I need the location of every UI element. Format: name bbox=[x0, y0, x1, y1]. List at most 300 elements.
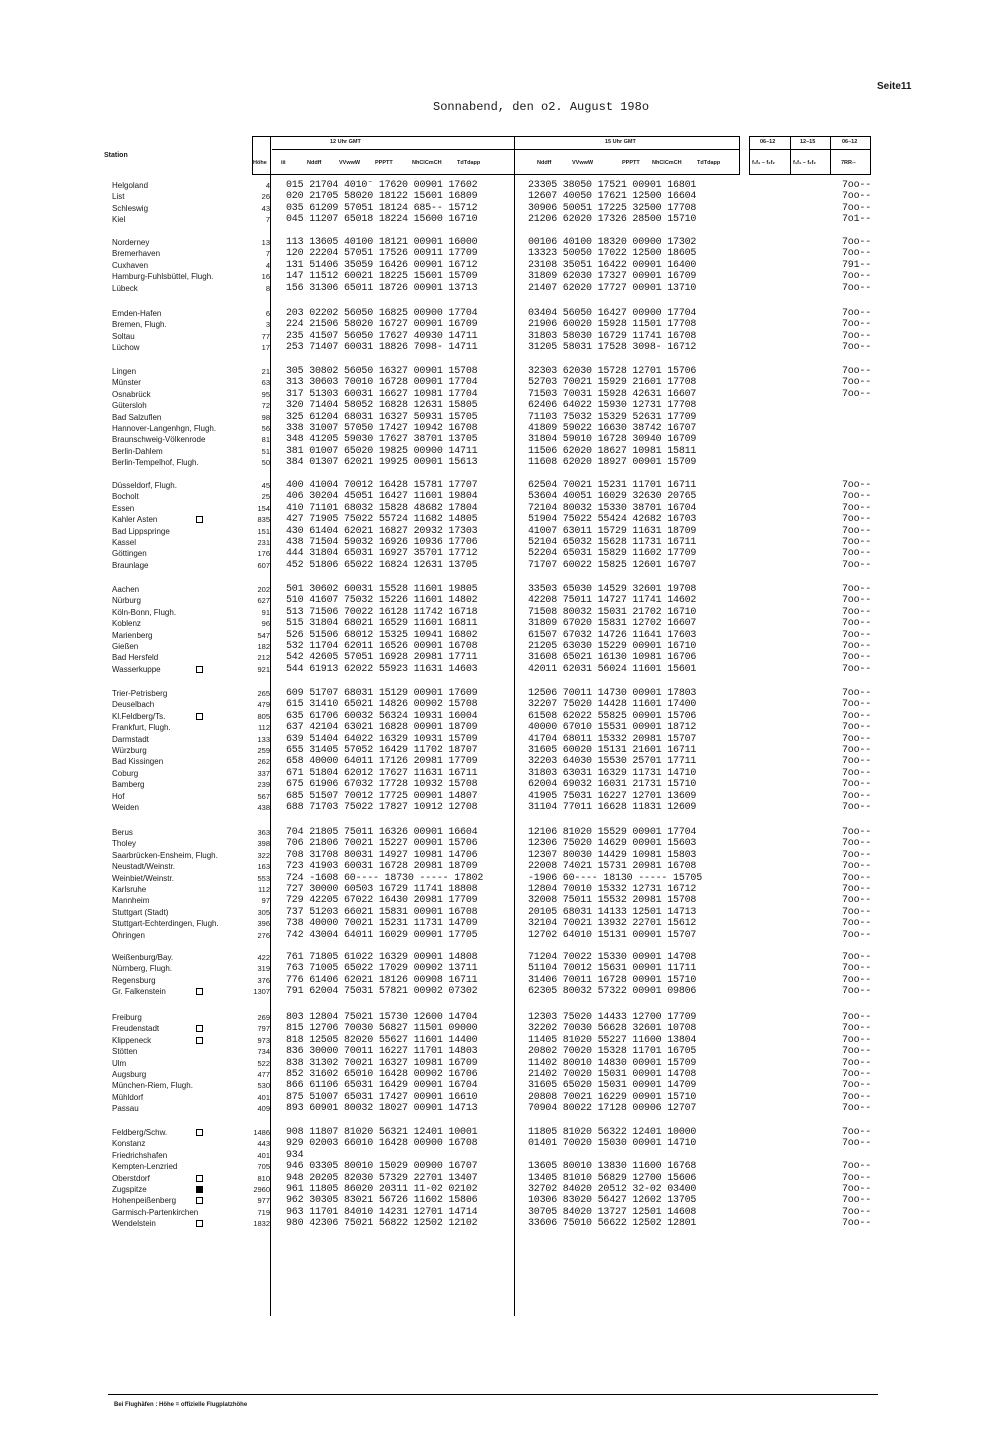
station-name: Bremerhaven bbox=[112, 249, 161, 259]
obs-12utc: 320 71404 58052 16828 12631 15805 bbox=[286, 400, 478, 412]
obs-15utc: 31803 58030 16729 11741 16708 bbox=[528, 330, 697, 342]
rain-code: 7oo-- bbox=[842, 1091, 872, 1103]
station-height: 202 bbox=[257, 585, 270, 594]
station-name: Deuselbach bbox=[112, 700, 155, 710]
station-height: 21 bbox=[261, 367, 270, 376]
obs-12utc: 120 22204 57051 17526 00911 17709 bbox=[286, 248, 478, 260]
obs-15utc: 03404 56050 16427 00900 17704 bbox=[528, 308, 697, 319]
rain-code: 7oo-- bbox=[842, 688, 872, 699]
range-divider bbox=[830, 136, 831, 175]
rain-code: 7oo-- bbox=[842, 1127, 872, 1138]
station-height: 477 bbox=[257, 1070, 270, 1079]
station-name: Konstanz bbox=[112, 1139, 146, 1149]
station-height: 176 bbox=[257, 549, 270, 559]
obs-12utc: 875 51007 65031 17427 00901 16610 bbox=[286, 1091, 478, 1103]
rain-code: 7oo-- bbox=[842, 330, 872, 342]
mountain-station-marker bbox=[196, 666, 203, 673]
obs-12utc: 501 30602 60031 15528 11601 19805 bbox=[286, 584, 478, 595]
station-height: 25 bbox=[261, 492, 270, 502]
obs-12utc: 635 61706 60032 56324 10931 16004 bbox=[286, 710, 478, 722]
obs-15utc: 12306 75020 14629 00901 15603 bbox=[528, 838, 697, 850]
obs-12utc: 838 31302 70021 16327 10981 16709 bbox=[286, 1057, 478, 1069]
rain-code: 7oo-- bbox=[842, 559, 872, 571]
rain-code: 7oo-- bbox=[842, 1023, 872, 1035]
obs-15utc: 32207 75020 14428 11601 17400 bbox=[528, 699, 697, 711]
gmt15-header: 15 Uhr GMT bbox=[605, 139, 636, 145]
station-name: Bad Salzuflen bbox=[112, 412, 162, 422]
station-name: Kiel bbox=[112, 215, 126, 225]
station-height: 363 bbox=[257, 828, 270, 837]
obs-12utc: 803 12804 75021 15730 12600 14704 bbox=[286, 1012, 478, 1023]
obs-12utc: 866 61106 65031 16429 00901 16704 bbox=[286, 1080, 478, 1092]
obs-15utc: 30906 50051 17225 32500 17708 bbox=[528, 202, 697, 214]
station-name: Bad Hersfeld bbox=[112, 653, 159, 663]
obs-12utc: 444 31804 65031 16927 35701 17712 bbox=[286, 548, 478, 560]
station-height: 259 bbox=[257, 746, 270, 755]
station-name: Lingen bbox=[112, 367, 137, 376]
obs-15utc: 31803 63031 16329 11731 14710 bbox=[528, 767, 697, 779]
obs-12utc: 338 31007 57050 17427 10942 16708 bbox=[286, 423, 478, 434]
obs-12utc: 325 61204 68031 16327 50931 15705 bbox=[286, 411, 478, 423]
mountain-station-marker bbox=[196, 516, 203, 523]
obs-12utc: 400 41004 70012 16428 15781 17707 bbox=[286, 480, 478, 491]
obs-12utc: 729 42205 67022 16430 20981 17709 bbox=[286, 895, 478, 907]
station-name: Schleswig bbox=[112, 203, 149, 213]
rain-code: 7oo-- bbox=[842, 584, 872, 595]
obs-15utc: 23108 35051 16422 00901 16400 bbox=[528, 259, 697, 271]
station-height: 810 bbox=[257, 1173, 270, 1183]
station-name: Emden-Hafen bbox=[112, 309, 162, 318]
range-sub-2: f₁f₁ – f₂f₂ bbox=[793, 160, 816, 166]
rain-code: 7oo-- bbox=[842, 514, 872, 526]
obs-15utc: 31809 62030 17327 00901 16709 bbox=[528, 271, 697, 283]
station-height: 72 bbox=[261, 401, 270, 411]
ppptt-header-12: PPPTT bbox=[375, 160, 393, 166]
station-name: Mannheim bbox=[112, 896, 150, 906]
station-name: Bad Kissingen bbox=[112, 757, 164, 767]
station-height: 734 bbox=[257, 1047, 270, 1057]
rain-code: 7oo-- bbox=[842, 237, 872, 248]
range-0612-header: 06–12 bbox=[760, 139, 776, 145]
station-name: Regensburg bbox=[112, 975, 156, 985]
station-height: 337 bbox=[257, 768, 270, 778]
rain-code: 7oo-- bbox=[842, 1172, 872, 1184]
rain-code: 7oo-- bbox=[842, 1161, 872, 1173]
obs-15utc: 52703 70021 15929 21601 17708 bbox=[528, 377, 697, 389]
obs-15utc: 51904 75022 55424 42682 16703 bbox=[528, 514, 697, 526]
station-height: 1486 bbox=[253, 1128, 270, 1137]
obs-12utc: 671 51804 62012 17627 11631 16711 bbox=[286, 767, 478, 779]
rain-code: 7oo-- bbox=[842, 1206, 872, 1218]
rain-code: 7oo-- bbox=[842, 986, 872, 998]
station-name: Wendelstein bbox=[112, 1219, 156, 1229]
obs-12utc: 427 71905 75022 55724 11682 14805 bbox=[286, 514, 478, 526]
station-name: Nürburg bbox=[112, 596, 141, 606]
obs-15utc: 33503 65030 14529 32601 19708 bbox=[528, 584, 697, 595]
rain-code: 7oo-- bbox=[842, 641, 872, 652]
rain-code: 7oo-- bbox=[842, 1195, 872, 1207]
rain-code: 7oo-- bbox=[842, 202, 872, 214]
obs-12utc: 015 21704 4010⁻ 17620 00901 17602 bbox=[286, 180, 478, 191]
station-height: 51 bbox=[261, 446, 270, 456]
obs-12utc: 818 12505 82020 55627 11601 14400 bbox=[286, 1034, 478, 1046]
obs-15utc: 62004 69032 16031 21731 15710 bbox=[528, 779, 697, 791]
station-name: Mühldorf bbox=[112, 1092, 144, 1102]
obs-12utc: 737 51203 66021 15831 00901 16708 bbox=[286, 906, 478, 918]
station-height: 63 bbox=[261, 378, 270, 388]
obs-15utc: 32202 70030 56628 32601 10708 bbox=[528, 1023, 697, 1035]
rain-code: 7oo-- bbox=[842, 827, 872, 838]
obs-15utc: 21206 62020 17326 28500 15710 bbox=[528, 214, 697, 226]
station-name: Passau bbox=[112, 1104, 139, 1114]
obs-15utc: 32104 70021 13932 22701 15612 bbox=[528, 918, 697, 930]
obs-12utc: 688 71703 75022 17827 10912 12708 bbox=[286, 802, 478, 813]
station-height: 319 bbox=[257, 964, 270, 974]
obs-12utc: 723 41903 60031 16728 20981 18709 bbox=[286, 861, 478, 873]
obs-15utc: 12506 70011 14730 00901 17803 bbox=[528, 688, 697, 699]
obs-15utc: 31605 60020 15131 21601 16711 bbox=[528, 745, 697, 756]
obs-15utc: 52104 65032 15628 11731 16711 bbox=[528, 537, 697, 548]
mountain-station-marker bbox=[196, 988, 203, 995]
obs-15utc: 31205 58031 17528 3098- 16712 bbox=[528, 342, 697, 354]
rain-code: 7oo-- bbox=[842, 180, 872, 191]
rain-code: 7oo-- bbox=[842, 906, 872, 918]
station-name: Gütersloh bbox=[112, 401, 147, 411]
station-height: 547 bbox=[257, 630, 270, 640]
station-height: 396 bbox=[257, 919, 270, 929]
station-name: Berlin-Tempelhof, Flugh. bbox=[112, 458, 199, 468]
station-name: Cuxhaven bbox=[112, 260, 149, 270]
station-height: 805 bbox=[257, 711, 270, 721]
station-height: 50 bbox=[261, 458, 270, 468]
obs-12utc: 510 41607 75032 15226 11601 14802 bbox=[286, 595, 478, 607]
obs-15utc: 21205 63030 15229 00901 16710 bbox=[528, 641, 697, 652]
range-sub-3: 7RR-- bbox=[841, 160, 856, 166]
cloud-header-12: NhClCmCH bbox=[412, 160, 442, 166]
station-height: 26 bbox=[261, 192, 270, 202]
station-name: Kempten-Lenzried bbox=[112, 1162, 178, 1172]
mountain-station-marker bbox=[196, 713, 203, 720]
station-name: Weinbiet/Weinstr. bbox=[112, 873, 174, 883]
rain-code: 7oo-- bbox=[842, 884, 872, 895]
page-date: Sonnabend, den o2. August 198o bbox=[433, 100, 650, 114]
obs-12utc: 791 62004 75031 57821 00902 07302 bbox=[286, 986, 478, 998]
obs-15utc: 21402 70020 15031 00901 14708 bbox=[528, 1069, 697, 1080]
obs-12utc: 675 61906 67032 17728 10932 15708 bbox=[286, 779, 478, 791]
station-height: 98 bbox=[261, 412, 270, 422]
obs-15utc: 12804 70010 15332 12731 16712 bbox=[528, 884, 697, 895]
station-name: Bad Lippspringe bbox=[112, 526, 170, 536]
nddff-header-15: Nddff bbox=[537, 160, 552, 166]
obs-15utc: 21906 60020 15928 11501 17708 bbox=[528, 319, 697, 331]
obs-12utc: 410 71101 68032 15828 48682 17804 bbox=[286, 502, 478, 514]
station-height: 97 bbox=[261, 896, 270, 906]
rain-code: 7oo-- bbox=[842, 929, 872, 941]
station-height: 422 bbox=[257, 953, 270, 962]
station-height: 973 bbox=[257, 1035, 270, 1045]
station-height: 3 bbox=[265, 320, 270, 330]
obs-15utc: 62305 80032 57322 00901 09806 bbox=[528, 986, 697, 998]
obs-12utc: 658 40000 64011 17126 20981 17709 bbox=[286, 756, 478, 768]
station-height: 376 bbox=[257, 975, 270, 985]
station-name: Friedrichshafen bbox=[112, 1150, 168, 1160]
obs-12utc: 430 61404 62021 16827 20932 17303 bbox=[286, 525, 478, 537]
rain-code: 7oo-- bbox=[842, 710, 872, 722]
station-name: Gießen bbox=[112, 642, 139, 651]
obs-15utc: 31605 65020 15031 00901 14709 bbox=[528, 1080, 697, 1092]
station-name: Münster bbox=[112, 378, 141, 388]
obs-15utc: 71204 70022 15330 00901 14708 bbox=[528, 952, 697, 963]
rain-code: 7oo-- bbox=[842, 838, 872, 850]
rain-code: 7oo-- bbox=[842, 618, 872, 630]
station-height: 45 bbox=[261, 481, 270, 490]
obs-12utc: 963 11701 84010 14231 12701 14714 bbox=[286, 1206, 478, 1218]
rain-code: 7oo-- bbox=[842, 388, 872, 400]
rain-code: 7oo-- bbox=[842, 663, 872, 675]
obs-15utc: 20802 70020 15328 11701 16705 bbox=[528, 1046, 697, 1058]
station-height: 835 bbox=[257, 515, 270, 525]
obs-15utc: 11506 62020 18627 10981 15811 bbox=[528, 445, 697, 457]
station-name: Helgoland bbox=[112, 181, 149, 190]
station-name: Trier-Petrisberg bbox=[112, 689, 168, 698]
station-name: Wasserkuppe bbox=[112, 664, 161, 674]
obs-12utc: 526 51506 68012 15325 10941 16802 bbox=[286, 629, 478, 641]
obs-12utc: 724 -1608 60---- 18730 ----- 17802 bbox=[286, 872, 484, 884]
obs-15utc: 31104 77011 16628 11831 12609 bbox=[528, 802, 697, 813]
range-divider bbox=[790, 136, 791, 175]
station-name: Bamberg bbox=[112, 780, 145, 790]
station-name: Berlin-Dahlem bbox=[112, 446, 163, 456]
station-height: 1307 bbox=[253, 987, 270, 997]
station-height: 16 bbox=[261, 272, 270, 282]
obs-12utc: 637 42104 63021 16828 00901 18709 bbox=[286, 722, 478, 734]
ppptt-header-15: PPPTT bbox=[622, 160, 640, 166]
obs-12utc: 815 12706 70030 56827 11501 09000 bbox=[286, 1023, 478, 1035]
range-1215-header: 12–15 bbox=[800, 139, 816, 145]
station-name: Gr. Falkenstein bbox=[112, 987, 166, 997]
station-height: 163 bbox=[257, 862, 270, 872]
station-height: 91 bbox=[261, 607, 270, 617]
mountain-station-marker bbox=[196, 1175, 203, 1182]
station-height: 43 bbox=[261, 203, 270, 213]
obs-12utc: 655 31405 57052 16429 11702 18707 bbox=[286, 745, 478, 756]
obs-12utc: 852 31602 65010 16428 00902 16706 bbox=[286, 1069, 478, 1080]
obs-15utc: 51104 70012 15631 00901 11711 bbox=[528, 963, 697, 975]
station-name: Tholey bbox=[112, 839, 137, 849]
rain-code: 7oo-- bbox=[842, 963, 872, 975]
rain-code: 7oo-- bbox=[842, 248, 872, 260]
station-name: Freiburg bbox=[112, 1013, 142, 1022]
rain-code: 7oo-- bbox=[842, 342, 872, 354]
station-height: 269 bbox=[257, 1013, 270, 1022]
rain-code: 7oo-- bbox=[842, 745, 872, 756]
station-name: Klippeneck bbox=[112, 1035, 152, 1045]
rain-code: 7oo-- bbox=[842, 872, 872, 884]
station-height: 231 bbox=[257, 538, 270, 547]
station-name: Hamburg-Fuhlsbüttel, Flugh. bbox=[112, 272, 214, 282]
station-height: 7 bbox=[265, 249, 270, 259]
wwwW-header-12: VVwwW bbox=[339, 160, 361, 166]
station-name: Göttingen bbox=[112, 549, 147, 559]
station-name: Stuttgart-Echterdingen, Flugh. bbox=[112, 919, 219, 929]
footer-rule bbox=[108, 1394, 878, 1395]
station-height: 6 bbox=[265, 309, 270, 318]
station-height: 522 bbox=[257, 1058, 270, 1068]
station-name: Frankfurt, Flugh. bbox=[112, 723, 171, 733]
station-height: 95 bbox=[261, 389, 270, 399]
obs-15utc: 71508 80032 15031 21702 16710 bbox=[528, 606, 697, 618]
obs-12utc: 235 41507 56050 17627 40930 14711 bbox=[286, 330, 478, 342]
station-name: Würzburg bbox=[112, 746, 147, 755]
station-name: Saarbrücken-Ensheim, Flugh. bbox=[112, 850, 218, 860]
header-divider bbox=[272, 149, 740, 150]
rain-code: 7oo-- bbox=[842, 1184, 872, 1195]
obs-12utc: 763 71005 65022 17029 00902 13711 bbox=[286, 963, 478, 975]
obs-15utc: 20808 70021 16229 00901 15710 bbox=[528, 1091, 697, 1103]
obs-15utc: 13323 50050 17022 12500 18605 bbox=[528, 248, 697, 260]
station-height: 719 bbox=[257, 1207, 270, 1217]
obs-12utc: 542 42605 57051 16928 20981 17711 bbox=[286, 652, 478, 664]
station-name: Soltau bbox=[112, 331, 135, 341]
station-height: 607 bbox=[257, 560, 270, 570]
rain-code: 7oo-- bbox=[842, 1218, 872, 1230]
obs-12utc: 704 21805 75011 16326 00901 16604 bbox=[286, 827, 478, 838]
rain-code: 7oo-- bbox=[842, 1046, 872, 1058]
obs-12utc: 317 51303 60031 16627 10981 17704 bbox=[286, 388, 478, 400]
obs-12utc: 685 51507 70012 17725 00901 14807 bbox=[286, 790, 478, 802]
obs-15utc: 01401 70020 15030 00901 14710 bbox=[528, 1138, 697, 1150]
obs-15utc: 32303 62030 15728 12701 15706 bbox=[528, 366, 697, 377]
obs-15utc: 13405 81010 56829 12700 15606 bbox=[528, 1172, 697, 1184]
station-height: 553 bbox=[257, 873, 270, 883]
obs-15utc: 61508 62022 55825 00901 15706 bbox=[528, 710, 697, 722]
station-height: 4 bbox=[265, 260, 270, 270]
obs-15utc: 21407 62020 17727 00901 13710 bbox=[528, 282, 697, 294]
rain-code: 7oo-- bbox=[842, 1057, 872, 1069]
station-height: 8 bbox=[265, 283, 270, 293]
station-height: 112 bbox=[258, 885, 270, 894]
obs-15utc: 41809 59022 16630 38742 16707 bbox=[528, 423, 697, 434]
station-height: 797 bbox=[257, 1024, 270, 1034]
station-name: Hof bbox=[112, 791, 125, 801]
station-name: Zugspitze bbox=[112, 1185, 147, 1194]
mountain-station-marker bbox=[196, 1037, 203, 1044]
obs-12utc: 156 31306 65011 18726 00901 13713 bbox=[286, 282, 478, 294]
mountain-station-marker bbox=[196, 1220, 203, 1227]
obs-15utc: 13605 80010 13830 11600 16768 bbox=[528, 1161, 697, 1173]
rain-code: 7oo-- bbox=[842, 790, 872, 802]
station-name: Aachen bbox=[112, 585, 140, 594]
obs-12utc: 452 51806 65022 16824 12631 13705 bbox=[286, 559, 478, 571]
station-name: Weißenburg/Bay. bbox=[112, 953, 174, 962]
rain-code: 7oo-- bbox=[842, 319, 872, 331]
obs-12utc: 035 61209 57051 18124 685-- 15712 bbox=[286, 202, 478, 214]
rain-code: 7oo-- bbox=[842, 952, 872, 963]
rain-code: 791-- bbox=[842, 259, 872, 271]
station-height: 13 bbox=[261, 238, 270, 247]
obs-15utc: 42208 75011 14727 11741 14602 bbox=[528, 595, 697, 607]
obs-12utc: 706 21806 70021 15227 00901 15706 bbox=[286, 838, 478, 850]
obs-15utc: 32008 75011 15532 20981 15708 bbox=[528, 895, 697, 907]
obs-15utc: 12307 80030 14429 10981 15803 bbox=[528, 849, 697, 861]
obs-12utc: 962 30305 83021 56726 11602 15806 bbox=[286, 1195, 478, 1207]
obs-12utc: 147 11512 60021 18225 15601 15709 bbox=[286, 271, 478, 283]
obs-12utc: 384 01307 62021 19925 00901 15613 bbox=[286, 457, 478, 469]
rain-code: 7oo-- bbox=[842, 595, 872, 607]
rain-code: 7oo-- bbox=[842, 502, 872, 514]
station-name: Nürnberg, Flugh. bbox=[112, 964, 173, 974]
range-0612b-header: 06–12 bbox=[842, 139, 858, 145]
obs-12utc: 836 30000 70011 16227 11701 14803 bbox=[286, 1046, 478, 1058]
obs-12utc: 742 43004 64011 16029 00901 17705 bbox=[286, 929, 478, 941]
station-height: 265 bbox=[257, 689, 270, 698]
obs-12utc: 727 30000 60503 16729 11741 18808 bbox=[286, 884, 478, 895]
mountain-station-filled-marker bbox=[196, 1186, 203, 1193]
rain-code: 7oo-- bbox=[842, 918, 872, 930]
station-name: Karlsruhe bbox=[112, 885, 147, 894]
station-height: 401 bbox=[257, 1150, 270, 1160]
station-height: 276 bbox=[257, 930, 270, 940]
obs-12utc: 761 71805 61022 16329 00901 14808 bbox=[286, 952, 478, 963]
obs-15utc: 71707 60022 15825 12601 16707 bbox=[528, 559, 697, 571]
rain-code: 7oo-- bbox=[842, 480, 872, 491]
station-name: Ulm bbox=[112, 1058, 127, 1068]
obs-12utc: 224 21506 58020 16727 00901 16709 bbox=[286, 319, 478, 331]
obs-12utc: 515 31804 68021 16529 11601 16811 bbox=[286, 618, 478, 630]
station-name: Lübeck bbox=[112, 283, 138, 293]
station-name: Kassel bbox=[112, 538, 137, 547]
station-name: Koblenz bbox=[112, 619, 141, 629]
obs-15utc: 71103 75032 15329 52631 17709 bbox=[528, 411, 697, 423]
obs-12utc: 615 31410 65021 14826 00902 15708 bbox=[286, 699, 478, 711]
station-height: 7 bbox=[265, 215, 270, 225]
obs-12utc: 253 71407 60031 18826 7098- 14711 bbox=[286, 342, 478, 354]
obs-12utc: 203 02202 56050 16825 00900 17704 bbox=[286, 308, 478, 319]
rain-code: 7oo-- bbox=[842, 849, 872, 861]
station-name: Stuttgart (Stadt) bbox=[112, 907, 169, 917]
station-height: 438 bbox=[257, 803, 270, 812]
obs-12utc: 980 42306 75021 56822 12502 12102 bbox=[286, 1218, 478, 1230]
obs-15utc: 72104 80032 15330 38701 16704 bbox=[528, 502, 697, 514]
station-name: Kahler Asten bbox=[112, 515, 158, 525]
obs-12utc: 738 40000 70021 15231 11731 14709 bbox=[286, 918, 478, 930]
station-height: 2960 bbox=[253, 1185, 270, 1194]
obs-15utc: 11805 81020 56322 12401 10000 bbox=[528, 1127, 697, 1138]
station-height: 479 bbox=[257, 700, 270, 710]
station-name: Feldberg/Schw. bbox=[112, 1128, 168, 1137]
station-height: 322 bbox=[257, 850, 270, 860]
rain-code: 7oo-- bbox=[842, 191, 872, 203]
rain-code: 7oo-- bbox=[842, 1034, 872, 1046]
obs-15utc: 20105 68031 14133 12501 14713 bbox=[528, 906, 697, 918]
station-name: Norderney bbox=[112, 238, 150, 247]
obs-12utc: 513 71506 70022 16128 11742 16718 bbox=[286, 606, 478, 618]
obs-12utc: 961 11805 86020 20311 11-02 02102 bbox=[286, 1184, 478, 1195]
obs-15utc: 22008 74021 15731 20981 16708 bbox=[528, 861, 697, 873]
obs-12utc: 776 61406 62021 18126 00908 16711 bbox=[286, 974, 478, 986]
station-name: Garmisch-Partenkirchen bbox=[112, 1207, 199, 1217]
rain-code: 7oo-- bbox=[842, 722, 872, 734]
station-name: Oberstdorf bbox=[112, 1173, 150, 1183]
obs-12utc: 929 02003 66010 16428 00900 16708 bbox=[286, 1138, 478, 1150]
station-name: Hannover-Langenhgn, Flugh. bbox=[112, 424, 217, 433]
obs-15utc: 00106 40100 18320 00900 17302 bbox=[528, 237, 697, 248]
rain-code: 7oo-- bbox=[842, 606, 872, 618]
header-frame bbox=[252, 136, 740, 175]
station-height: 567 bbox=[257, 791, 270, 801]
station-height: 151 bbox=[257, 526, 270, 536]
obs-15utc: 61507 67032 14726 11641 17603 bbox=[528, 629, 697, 641]
